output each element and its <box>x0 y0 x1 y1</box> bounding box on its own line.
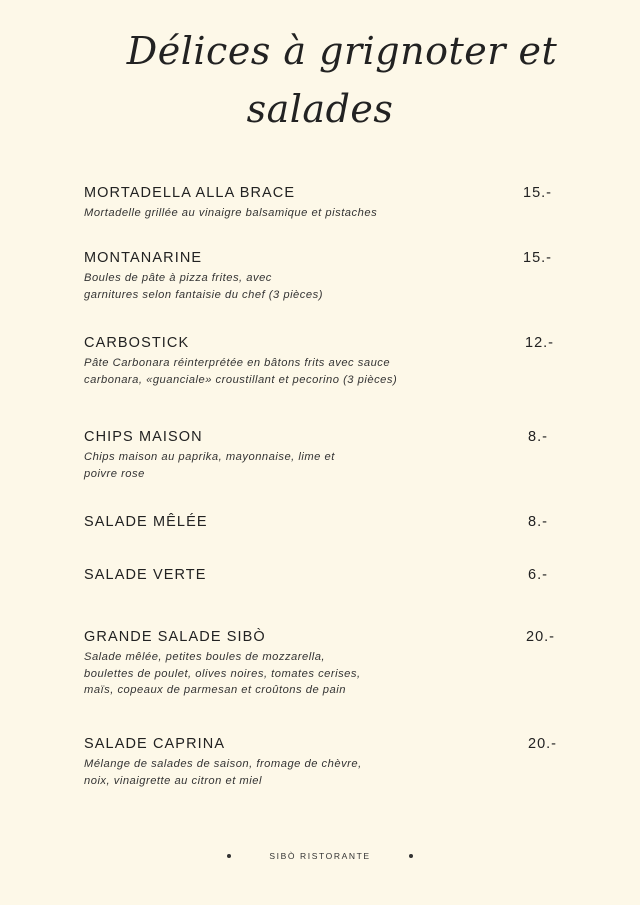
menu-item-price: 6.- <box>528 567 548 583</box>
footer <box>0 850 640 864</box>
menu-item-price: 20.- <box>528 736 557 752</box>
menu-item-name: CARBOSTICK <box>84 335 190 351</box>
menu-item-description <box>84 449 564 482</box>
description-line: Salade mêlée, petites boules de mozzarella, <box>84 651 326 663</box>
description-line: Pâte Carbonara réinterprétée en bâtons frits avec sauce <box>84 357 391 369</box>
description-line: noix, vinaigrette au citron et miel <box>84 774 262 787</box>
description-line: Mélange de salades de saison, fromage de chèvre, <box>84 758 362 770</box>
menu-item-description <box>84 649 564 699</box>
menu-item-description <box>84 756 564 789</box>
description-line: garnitures selon fantaisie du chef (3 pièces) <box>84 288 323 301</box>
menu-item-name: SALADE VERTE <box>84 567 207 583</box>
page-title <box>0 22 640 138</box>
menu-item-salade-verte <box>84 566 564 584</box>
page-title-line-2: salades <box>246 87 394 131</box>
menu-item-salade-caprina <box>84 735 564 789</box>
menu-item-description <box>84 270 564 303</box>
page-title-line-1: Délices à grignoter et <box>126 29 558 73</box>
menu-item-name: SALADE MÊLÉE <box>84 514 208 530</box>
menu-item-description <box>84 355 564 388</box>
menu-item-price: 20.- <box>526 629 555 645</box>
menu-item-price: 15.- <box>523 250 552 266</box>
menu-item-price: 15.- <box>523 185 552 201</box>
description-line: Boules de pâte à pizza frites, avec <box>84 272 272 284</box>
menu-item-price: 12.- <box>525 335 554 351</box>
menu-item-price: 8.- <box>528 429 548 445</box>
menu-item-salade-melee <box>84 513 564 531</box>
menu-item-name: SALADE CAPRINA <box>84 736 226 752</box>
description-line: carbonara, «guanciale» croustillant et pecorino (3 pièces) <box>84 373 398 386</box>
menu-item-description <box>84 205 564 222</box>
menu-item-carbostick <box>84 334 564 388</box>
menu-item-mortadella <box>84 184 564 222</box>
footer-dot-right <box>409 854 413 858</box>
menu-item-name: CHIPS MAISON <box>84 429 203 445</box>
description-line: Chips maison au paprika, mayonnaise, lime et <box>84 451 335 463</box>
menu-item-name: GRANDE SALADE SIBÒ <box>84 629 266 645</box>
menu-item-name: MORTADELLA ALLA BRACE <box>84 185 296 201</box>
menu-item-name: MONTANARINE <box>84 250 203 266</box>
menu-item-price: 8.- <box>528 514 548 530</box>
description-line: poivre rose <box>84 467 145 480</box>
menu-item-chips-maison <box>84 428 564 482</box>
description-line: maïs, copeaux de parmesan et croûtons de pain <box>84 684 346 696</box>
footer-brand: SIBÒ RISTORANTE <box>269 851 371 861</box>
menu-item-grande-salade-sibo <box>84 628 564 699</box>
description-line: Mortadelle grillée au vinaigre balsamique et pistaches <box>84 207 378 219</box>
description-line: boulettes de poulet, olives noires, tomates cerises, <box>84 667 361 680</box>
menu-item-montanarine <box>84 249 564 303</box>
